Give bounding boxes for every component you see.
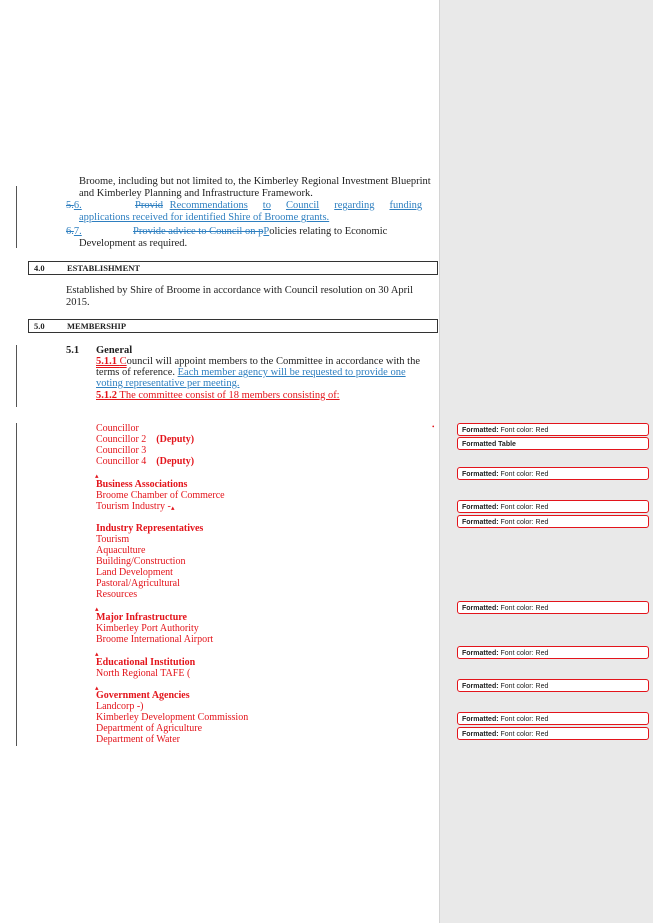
clause-5-1-2: 5.1.2 The committee consist of 18 members consisting of: <box>96 390 340 401</box>
comment-balloon[interactable]: Formatted: Font color: Red <box>457 500 649 513</box>
member-item: Aquaculture <box>96 545 146 556</box>
member-group-heading: Educational Institution <box>96 657 196 668</box>
member-item: Councillor 3 <box>96 445 147 456</box>
member-group-heading: Major Infrastructure <box>96 612 187 623</box>
item-6-deleted: Provid <box>135 200 164 211</box>
comment-balloon[interactable]: Formatted: Font color: Red <box>457 646 649 659</box>
member-item: North Regional TAFE ( <box>96 668 191 679</box>
change-bar <box>16 186 17 248</box>
deputy-label: (Deputy) <box>156 434 195 445</box>
member-group-heading: Business Associations <box>96 479 188 490</box>
section-number: 4.0 <box>34 263 45 273</box>
comment-anchor-icon: ▴ <box>95 684 99 692</box>
item-6-inserted: Recommendations to Council regarding funding <box>169 200 423 211</box>
comment-balloon[interactable]: Formatted: Font color: Red <box>457 423 649 436</box>
comment-anchor-icon: ▴ <box>95 472 99 480</box>
item-6 <box>66 200 434 213</box>
member-item: Tourism Industry - <box>96 501 171 512</box>
member-group-heading: Industry Representatives <box>96 523 204 534</box>
establishment-text: 2015. <box>66 297 90 308</box>
comment-anchor-icon: ▴ <box>95 605 99 613</box>
member-item: Broome Chamber of Commerce <box>96 490 225 501</box>
establishment-text: Established by Shire of Broome in accordance with Council resolution on 30 April <box>66 285 414 296</box>
item-7 <box>66 226 434 239</box>
intro-line: and Kimberley Planning and Infrastructure Framework. <box>79 188 313 199</box>
member-item: Kimberley Port Authority <box>96 623 199 634</box>
member-item: Department of Agriculture <box>96 723 203 734</box>
clause-5-1-1-line-3: voting representative per meeting. <box>96 378 240 389</box>
member-item: Councillor 4 (Deputy) <box>96 456 195 467</box>
member-item: Landcorp -) <box>96 701 144 712</box>
change-bar <box>16 423 17 746</box>
clause-number: 5.1.1 <box>96 356 120 367</box>
comment-balloon[interactable]: Formatted: Font color: Red <box>457 467 649 480</box>
member-item: Department of Water <box>96 734 180 745</box>
item-7-line-2: Development as required. <box>79 238 188 249</box>
item-7-deleted: Provide advice to Council on p <box>133 226 264 237</box>
comment-balloon[interactable]: Formatted: Font color: Red <box>457 727 649 740</box>
clause-5-1-1-line-2: terms of reference. Each member agency will be requested to provide one <box>96 367 406 378</box>
section-title: MEMBERSHIP <box>67 321 127 331</box>
comment-balloon[interactable]: Formatted: Font color: Red <box>457 601 649 614</box>
member-item: Councillor 2 (Deputy) <box>96 434 195 445</box>
member-item: Land Development <box>96 567 173 578</box>
item-6-number: 6. <box>73 200 82 211</box>
item-6-old-number: 5. <box>66 200 74 211</box>
item-7-old-number: 6. <box>66 226 74 237</box>
item-6-line-2: applications received for identified Shire of Broome grants. <box>79 212 330 223</box>
member-item: Councillor <box>96 423 139 434</box>
clause-5-1-1: 5.1.1 Council will appoint members to the Committee in accordance with the <box>96 356 420 367</box>
markup-pane <box>439 0 653 923</box>
subsection-title: General <box>96 345 133 356</box>
item-7-text: olicies relating to Economic <box>269 226 388 237</box>
change-bar <box>16 345 17 407</box>
comment-balloon[interactable]: Formatted: Font color: Red <box>457 515 649 528</box>
item-7-number: 7. <box>73 226 82 237</box>
member-item: Tourism <box>96 534 130 545</box>
section-heading-establishment <box>28 261 438 275</box>
member-group-heading: Government Agencies <box>96 690 190 701</box>
clause-number: 5.1.2 <box>96 390 117 401</box>
item-7-inserted: P <box>263 226 270 237</box>
comment-anchor-icon: ▴ <box>171 504 175 512</box>
page-edge <box>439 0 440 923</box>
comment-balloon[interactable]: Formatted Table <box>457 437 649 450</box>
member-item: Resources <box>96 589 138 600</box>
member-item: Pastoral/Agricultural <box>96 578 180 589</box>
intro-line: Broome, including but not limited to, the Kimberley Regional Investment Blueprint <box>79 176 431 187</box>
deputy-label: (Deputy) <box>156 456 195 467</box>
section-title: ESTABLISHMENT <box>67 263 141 273</box>
member-item: Building/Construction <box>96 556 186 567</box>
subsection-number: 5.1 <box>66 345 80 356</box>
section-heading-membership <box>28 319 438 333</box>
section-number: 5.0 <box>34 321 45 331</box>
comment-anchor-icon: ▴ <box>95 650 99 658</box>
comment-anchor-icon: • <box>432 423 435 431</box>
comment-balloon[interactable]: Formatted: Font color: Red <box>457 712 649 725</box>
comment-balloon[interactable]: Formatted: Font color: Red <box>457 679 649 692</box>
member-item: Kimberley Development Commission <box>96 712 249 723</box>
member-item: Broome International Airport <box>96 634 214 645</box>
